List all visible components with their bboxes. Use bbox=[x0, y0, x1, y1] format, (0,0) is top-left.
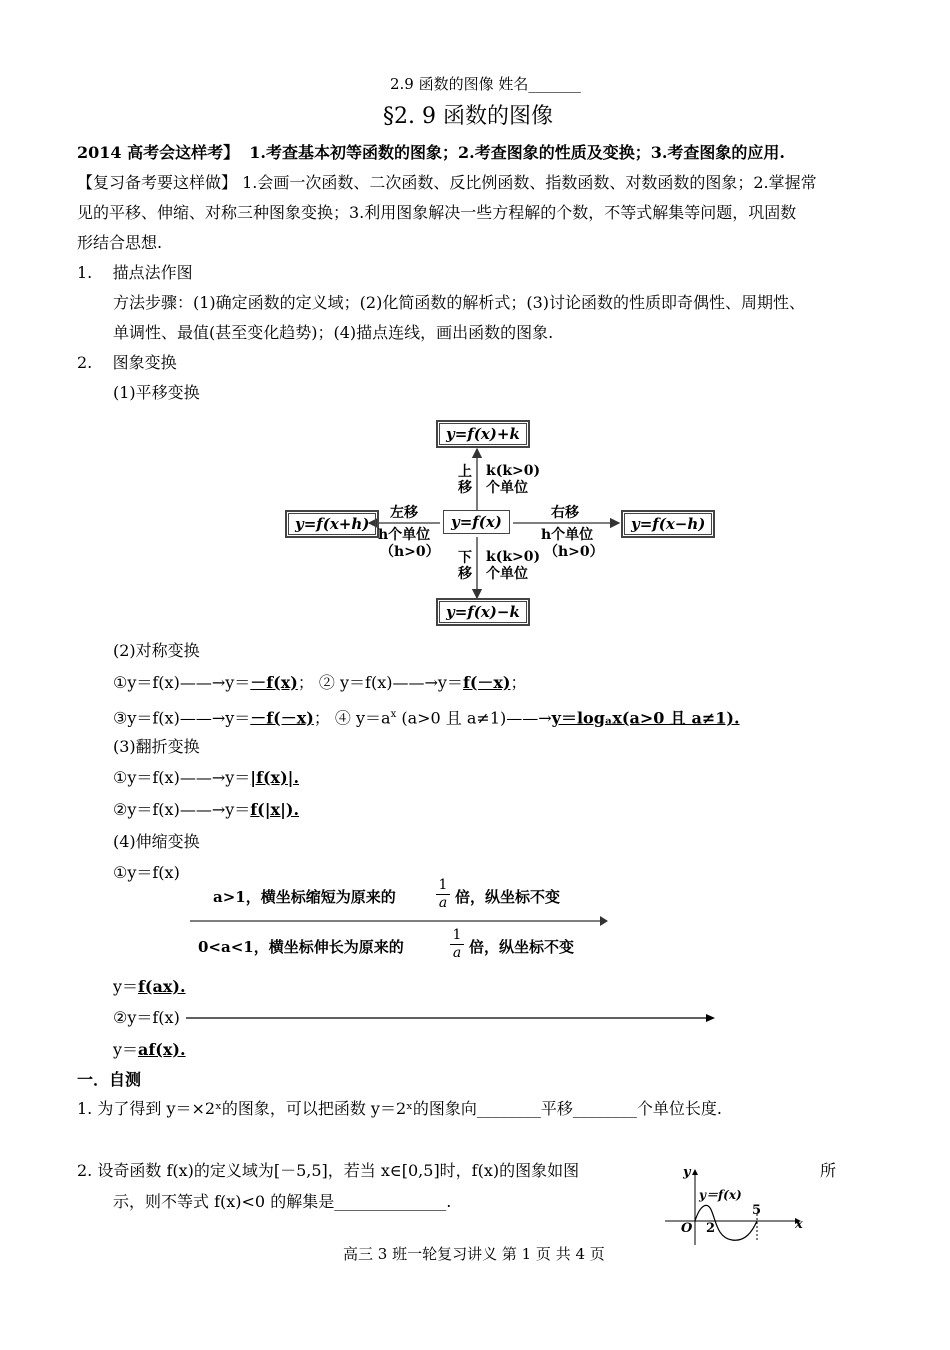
flip1-answer: |f(x)|. bbox=[250, 768, 300, 787]
bei-label: 【复习备考要这样做】 bbox=[77, 173, 238, 192]
label-up-verb: 上 移 bbox=[458, 464, 472, 496]
intro-bei-line2: 见的平移、伸缩、对称三种图象变换；3.利用图象解决一些方程解的个数，不等式解集等问题，巩固数 bbox=[77, 203, 797, 222]
question-1: 1. 为了得到 y＝×2ˣ的图象，可以把函数 y＝2ˣ的图象向________平移________个单位长度. bbox=[77, 1099, 723, 1118]
sym4-cond: (a>0 且 a≠1)——→ bbox=[396, 708, 552, 728]
stretch2-answer: af(x). bbox=[138, 1040, 186, 1059]
section2-num: 2. bbox=[77, 353, 93, 372]
stretch-heading: (4)伸缩变换 bbox=[113, 832, 200, 851]
section1-line2: 单调性、最值(甚至变化趋势)；(4)描点连线，画出函数的图象. bbox=[113, 323, 554, 342]
box-right: y=f(x−h) bbox=[621, 510, 715, 538]
label-down-cond1: k(k>0) bbox=[486, 549, 541, 565]
frac-top-num: 1 bbox=[436, 877, 450, 895]
label-up-cond1: k(k>0) bbox=[486, 463, 541, 479]
label-down-verb: 下 移 bbox=[458, 550, 472, 582]
frac-top-den: a bbox=[438, 895, 448, 911]
top-line: 2.9 函数的图像 姓名_______ bbox=[390, 75, 581, 93]
label-right-verb: 右移 bbox=[551, 505, 579, 521]
sym1-answer: －f(x) bbox=[250, 673, 298, 692]
frac-bot-num: 1 bbox=[450, 927, 464, 945]
box-center: y=f(x) bbox=[443, 510, 510, 534]
stretch-bottom-b: 倍，纵坐标不变 bbox=[469, 938, 575, 956]
sym3-answer: －f(－x) bbox=[250, 708, 314, 728]
sym4-sup: x bbox=[390, 709, 397, 720]
flip2-text: ②y＝f(x)——→y＝ bbox=[113, 800, 251, 819]
section1-title: 描点法作图 bbox=[112, 263, 193, 282]
sym1-end: ； bbox=[510, 673, 527, 692]
graph-x-label: x bbox=[795, 1217, 803, 1232]
box-bottom: y=f(x)−k bbox=[436, 598, 530, 626]
flip-heading: (3)翻折变换 bbox=[113, 737, 200, 756]
kao-text: 1.考查基本初等函数的图象；2.考查图象的性质及变换；3.考查图象的应用. bbox=[249, 143, 785, 162]
page-title: §2. 9 函数的图像 bbox=[383, 104, 553, 129]
section1-num: 1. bbox=[77, 263, 93, 282]
stretch-top-b: 倍，纵坐标不变 bbox=[455, 888, 561, 906]
sym4-answer: y＝logₐx(a>0 且 a≠1). bbox=[551, 708, 740, 728]
stretch-bottom-label: 0<a<1，横坐标伸长为原来的 bbox=[198, 938, 404, 956]
sym4-text: ； ④ y＝a bbox=[313, 708, 391, 728]
label-down-cond2: 个单位 bbox=[486, 566, 528, 582]
sym1-text2: ； ② y＝f(x)——→y＝ bbox=[297, 673, 463, 692]
label-left-cond1: h个单位 bbox=[378, 527, 431, 543]
graph-func-label: y＝f(x) bbox=[699, 1188, 742, 1202]
stretch1-answer: f(ax). bbox=[138, 977, 186, 996]
stretch2-res-text: y＝ bbox=[113, 1040, 139, 1059]
label-left-verb: 左移 bbox=[390, 505, 418, 521]
question-2-tail: 所 bbox=[820, 1161, 837, 1180]
stretch-top-a: a>1，横坐标缩短为原来的 bbox=[213, 888, 396, 906]
stretch1-res-text: y＝ bbox=[113, 977, 139, 996]
box-top: y=f(x)+k bbox=[436, 420, 530, 448]
graph-y-label: y bbox=[683, 1165, 691, 1180]
graph-origin: O bbox=[681, 1221, 693, 1236]
page-footer: 高三 3 班一轮复习讲义 第 1 页 共 4 页 bbox=[343, 1245, 605, 1263]
kao-label: 2014 高考会这样考】 bbox=[77, 143, 240, 162]
label-right-cond1: h个单位 bbox=[541, 527, 594, 543]
section2-title: 图象变换 bbox=[112, 353, 177, 372]
intro-bei-line3: 形结合思想. bbox=[77, 233, 163, 252]
frac-bot-den: a bbox=[452, 945, 462, 961]
section1-line1: 方法步骤：(1)确定函数的定义域；(2)化简函数的解析式；(3)讨论函数的性质即奇偶性、周期性、 bbox=[113, 293, 805, 312]
label-right-cond2: （h>0） bbox=[544, 544, 604, 560]
stretch1-start: ①y＝f(x) bbox=[113, 863, 180, 882]
symmetry-heading: (2)对称变换 bbox=[113, 641, 200, 660]
flip1-text: ①y＝f(x)——→y＝ bbox=[113, 768, 251, 787]
stretch2-start: ②y＝f(x) bbox=[113, 1008, 180, 1027]
box-left: y=f(x+h) bbox=[285, 510, 379, 538]
translation-heading: (1)平移变换 bbox=[113, 383, 200, 402]
sym2-answer: f(－x) bbox=[462, 673, 511, 692]
graph-tick-2: 2 bbox=[706, 1221, 716, 1236]
question-2-line2: 示，则不等式 f(x)<0 的解集是______________. bbox=[113, 1192, 452, 1211]
graph-tick-5: 5 bbox=[752, 1203, 762, 1218]
flip2-answer: f(|x|). bbox=[250, 800, 300, 819]
sym3-text: ③y＝f(x)——→y＝ bbox=[113, 708, 251, 728]
question-2-line1: 2. 设奇函数 f(x)的定义域为[－5,5]，若当 x∈[0,5]时，f(x)的图象如图 bbox=[77, 1161, 580, 1180]
self-test-heading: 一．自测 bbox=[77, 1070, 142, 1089]
label-left-cond2: （h>0） bbox=[380, 544, 440, 560]
bei-text-1: 1.会画一次函数、二次函数、反比例函数、指数函数、对数函数的图象；2.掌握常 bbox=[242, 173, 817, 192]
sym1-text: ①y＝f(x)——→y＝ bbox=[113, 673, 251, 692]
label-up-cond2: 个单位 bbox=[486, 480, 528, 496]
